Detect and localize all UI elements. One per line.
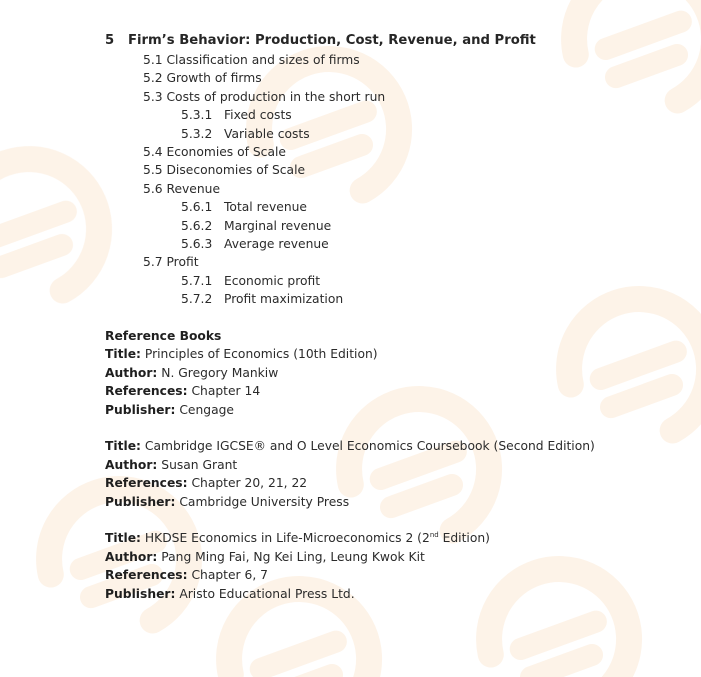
toc-item-5-5: 5.5 Diseconomies of Scale [143,163,306,177]
author-label: Author: [105,366,158,380]
book-author: Susan Grant [161,458,238,472]
toc-item-5-7: 5.7 Profit [143,255,199,269]
toc-item-5-1: 5.1 Classification and sizes of firms [143,53,360,67]
toc-subitem-number: 5.7.2 [181,292,213,306]
book-title: Principles of Economics (10th Edition) [144,347,378,361]
toc-item-5-2: 5.2 Growth of firms [143,71,262,85]
superscript: nd [429,530,439,539]
book-3-publisher [105,586,355,602]
reference-books-heading: Reference Books [105,329,222,343]
book-publisher: Aristo Educational Press Ltd. [179,587,355,601]
book-2-author [105,457,237,473]
toc-subitem-number: 5.6.2 [181,219,213,233]
book-title: Cambridge IGCSE® and O Level Economics Coursebook (Second Edition) [144,439,595,453]
toc-subitem-label: Average revenue [224,237,329,251]
toc-item-5-6: 5.6 Revenue [143,182,221,196]
book-references: Chapter 20, 21, 22 [191,476,308,490]
book-1-publisher [105,402,234,418]
book-3-author [105,549,425,565]
toc-subitem-5-3-1 [181,107,292,123]
publisher-label: Publisher: [105,587,176,601]
chapter-heading [105,33,536,49]
toc-subitem-5-6-1 [181,199,307,215]
book-author: N. Gregory Mankiw [161,366,279,380]
toc-subitem-label: Marginal revenue [224,219,332,233]
title-label: Title: [105,531,141,545]
book-references: Chapter 14 [191,384,261,398]
toc-subitem-label: Economic profit [224,274,321,288]
toc-subitem-label: Variable costs [224,127,310,141]
references-label: References: [105,384,188,398]
chapter-title: Firm’s Behavior: Production, Cost, Revenue, and Profit [127,33,536,48]
publisher-label: Publisher: [105,403,176,417]
book-title: HKDSE Economics in Life-Microeconomics 2 (2nd Edition) [144,530,490,545]
toc-subitem-5-3-2 [181,126,310,142]
publisher-label: Publisher: [105,495,176,509]
book-author: Pang Ming Fai, Ng Kei Ling, Leung Kwok Kit [161,550,425,564]
toc-subitem-label: Total revenue [224,200,307,214]
toc-subitem-5-7-1 [181,273,320,289]
book-publisher: Cengage [179,403,234,417]
book-references: Chapter 6, 7 [191,568,268,582]
toc-subitem-number: 5.7.1 [181,274,213,288]
book-2-references [105,475,307,491]
toc-subitem-number: 5.6.1 [181,200,213,214]
chapter-number: 5 [105,33,115,48]
toc-subitem-number: 5.3.1 [181,108,213,122]
toc-subitem-number: 5.3.2 [181,127,213,141]
toc-subitem-number: 5.6.3 [181,237,213,251]
book-2-publisher [105,494,349,510]
book-3-references [105,567,268,583]
author-label: Author: [105,550,158,564]
title-label: Title: [105,347,141,361]
book-3-title [105,530,490,546]
toc-subitem-5-6-3 [181,236,329,252]
title-label: Title: [105,439,141,453]
references-label: References: [105,568,188,582]
book-1-author [105,365,278,381]
book-1-title [105,346,378,362]
toc-item-5-4: 5.4 Economies of Scale [143,145,286,159]
book-publisher: Cambridge University Press [179,495,350,509]
book-2-title [105,438,595,454]
toc-subitem-5-7-2 [181,291,343,307]
author-label: Author: [105,458,158,472]
toc-subitem-label: Profit maximization [224,292,344,306]
toc-subitem-5-6-2 [181,218,331,234]
toc-item-5-3: 5.3 Costs of production in the short run [143,90,386,104]
toc-subitem-label: Fixed costs [224,108,292,122]
book-1-references [105,383,260,399]
references-label: References: [105,476,188,490]
